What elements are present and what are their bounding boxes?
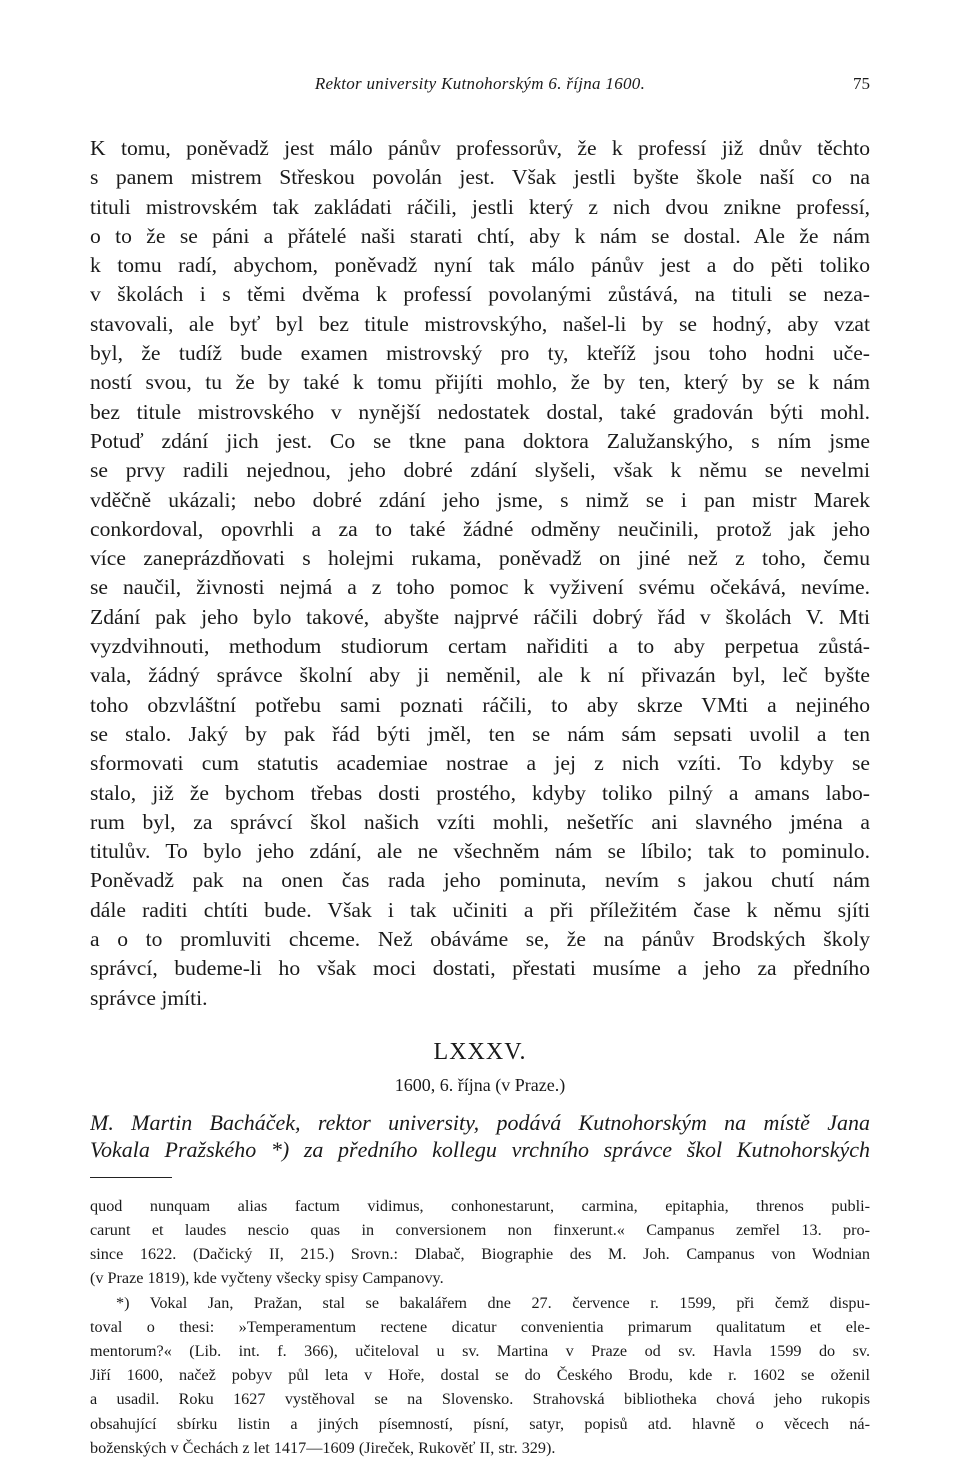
footnote-line: quod nunquam alias factum vidimus, conhonestarunt, carmina, epitaphia, threnos publi- [90,1196,870,1215]
body-line: vala, žádný správce školní aby ji neměnil, ale k ní přivazán byl, leč byšte [90,663,870,688]
body-line: se naučil, živnosti nejmá a z toho pomoc k vyživení svému očekává, nevíme. [90,575,870,600]
document-number: LXXXV. [433,1038,527,1065]
running-head [90,66,870,96]
body-line: správce jmíti. [90,985,208,1010]
summary-line: Vokala Pražského *) za předního kollegu vrchního správce škol Kutnohorských [90,1136,870,1162]
footnote-rule [90,1177,172,1178]
body-text [90,134,870,1013]
body-line: stavovali, ale byť byl bez titule mistrovskýho, našel-li by se hodný, aby vzat [90,311,870,336]
body-line: bez titule mistrovského v nynější nedostatek dostal, také gradován býti mohl. [90,399,870,424]
body-line: Poněvadž pak na onen čas rada jeho pominuta, nevím s jakou chutí nám [90,868,870,893]
document-page [90,66,870,1460]
running-title: Rektor university Kutnohorským 6. října 1600. [314,74,646,93]
body-line: se prvy radili nejednou, jeho dobré zdání slyšeli, však k němu se nevelmi [90,458,870,483]
body-line: K tomu, poněvadž jest málo pánův professorův, že k professí již dnův těchto [90,136,870,160]
body-line: titulův. To bylo jeho zdání, ale ne všechněm nám se líbilo; tak to pominulo. [90,839,870,864]
body-line: v školách i s těmi dvěma k professí povolanými zůstává, na tituli se neza- [90,282,870,307]
footnote-line: *) Vokal Jan, Pražan, stal se bakalářem dne 27. července r. 1599, při čemž dispu- [116,1293,870,1312]
body-line: Zdání pak jeho bylo takové, abyšte najprvé ráčili dobrý řád v školách V. Mti [90,604,870,629]
footnote-line: Jiří 1600, načež pobyv půl leta v Hoře, dostal se do Českého Brodu, kde r. 1602 se oženil [90,1366,870,1385]
body-line: s panem mistrem Střeskou povolán jest. Však jestli byšte škole naší co na [90,165,870,190]
body-line: ností svou, tu že by také k tomu přijíti mohlo, že by ten, který by se k nám [90,370,870,395]
body-line: více zaneprázdňovati s holejmi rukama, poněvadž on jiné než z toho, čemu [90,546,870,571]
body-line: se stalo. Jaký by pak řád býti jměl, ten se nám sám sepsati uvolil a ten [90,721,870,746]
body-line: rum byl, za správcí škol našich vzíti mohli, nešetříc ani slavného jména a [90,809,870,834]
document-summary [90,1109,870,1163]
body-line: a o to promluviti chceme. Než obáváme se, že na pánův Brodských školy [90,927,870,952]
body-line: stalo, již že bychom třebas dosti prostého, kdyby toliko pilný a amans labo- [90,780,870,805]
body-line: vděčně ukázali; nebo dobré zdání jeho jsme, s nimž se i pan mistr Marek [90,487,870,512]
body-line: sformovati cum statutis academiae nostrae a jej z nich vzíti. To kdyby se [90,751,870,776]
summary-line: M. Martin Bacháček, rektor university, podává Kutnohorským na místě Jana [90,1109,870,1135]
footnote-line: obsahující sbírku listin a jiných písemností, písní, satyr, popisů atd. hlavně o věcech ná- [90,1414,870,1433]
body-line: byl, že tudíž bude examen mistrovský pro ty, kteříž jsou toho hodni uče- [90,341,870,366]
footnote-line: a usadil. Roku 1627 vystěhoval se na Slovensko. Strahovská bibliotheka chová jeho rukopis [90,1390,870,1409]
footnotes [90,1194,870,1460]
footnote-line: mentorum?« (Lib. int. f. 366), učiteloval u sv. Martina v Praze od sv. Havla 1599 do sv. [90,1342,870,1361]
document-heading [90,1039,870,1163]
body-line: toho obzvláštní potřebu sami poznati ráčili, to aby skrze VMti a nejiného [90,692,870,717]
body-line: k tomu radí, abychom, poněvadž nyní tak málo pánův jest a do pěti toliko [90,253,870,278]
footnote-line: since 1622. (Dačický II, 215.) Srovn.: Dlabač, Biographie des M. Joh. Campanus von Wodnian [90,1245,870,1264]
page-number: 75 [853,74,870,93]
body-line: conkordoval, opovrhli a za to také žádné odměny neučinili, protož jak jeho [90,516,870,541]
footnote-line: (v Praze 1819), kde vyčteny všecky spisy Campanovy. [90,1269,444,1288]
body-line: o to že se páni a přátelé naši starati chtí, aby k nám se dostal. Ale že nám [90,223,870,248]
footnote-line: boženských v Čechách z let 1417—1609 (Jireček, Rukověť II, str. 329). [90,1438,556,1457]
body-line: Potuď zdání jich jest. Co se tkne pana doktora Zalužanskýho, s ním jsme [90,428,870,453]
document-date: 1600, 6. října (v Praze.) [394,1074,566,1095]
body-line: dále raditi chtíti bude. Však i tak učiniti a při příležitém čase k němu sjíti [90,897,870,922]
body-line: správcí, budeme-li ho však moci dostati, přestati musíme a jeho za předního [90,956,870,981]
body-line: tituli mistrovském tak zakládati ráčili, jestli který z nich dvou znikne professí, [90,194,870,219]
footnote-line: carunt et laudes nescio quas in conversionem non finxerunt.« Campanus zemřel 13. pro- [90,1221,870,1240]
footnote-line: toval o thesi: »Temperamentum rectene dicatur convenientia primarum qualitatum et ele- [90,1317,870,1336]
body-line: vyzdvihnouti, methodum studiorum certam nařiditi a to aby perpetua zůstá- [90,634,870,659]
